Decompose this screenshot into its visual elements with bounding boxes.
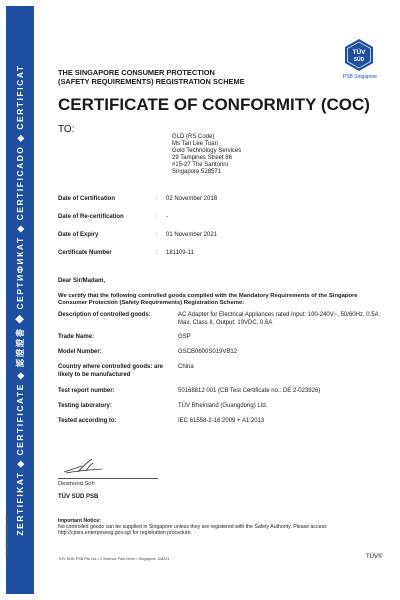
- footer-mark: TÜV®: [366, 554, 383, 560]
- certificate-dates: [58, 196, 217, 268]
- date-value: 181109-11: [166, 250, 194, 256]
- date-row: [58, 232, 217, 250]
- signatory-organisation: TÜV SÜD PSB: [58, 494, 99, 500]
- detail-label: Test report number:: [58, 388, 115, 394]
- date-label: Date of Re-certification: [58, 214, 124, 220]
- detail-value: TÜV Rheinland (Guangdong) Ltd.: [178, 403, 268, 409]
- detail-value: 50168812 001 (CB Test Certificate no.: DE 2-023926): [178, 388, 321, 394]
- detail-value: GSCB0600S019VB12: [178, 349, 238, 355]
- detail-value: GSP: [178, 334, 191, 340]
- detail-label: Testing laboratory:: [58, 403, 112, 409]
- detail-label: Model Number:: [58, 349, 102, 355]
- detail-label: Tested according to:: [58, 418, 117, 424]
- logo-caption: PSB Singapore: [342, 74, 378, 80]
- date-row: [58, 214, 217, 232]
- date-colon: :: [156, 250, 158, 256]
- detail-label: Country where controlled goods: are likely to be manufactured: [58, 364, 164, 378]
- detail-value: AC Adapter for Electrical Appliances rated Input: 100-240V~, 50/60Hz, 0.5A Max, Class II, Output: 19VDC, 0.6A: [178, 312, 379, 326]
- tuv-sud-logo-icon: [342, 38, 376, 72]
- address-line: Singapore 528571: [172, 169, 222, 175]
- date-colon: :: [156, 232, 158, 238]
- address-line: Ms Tan Lee Tuan: [172, 141, 218, 147]
- date-label: Certificate Number: [58, 250, 112, 256]
- footer-address: TÜV SÜD PSB Pte Ltd • 1 Science Park Drive • Singapore 118221: [58, 557, 170, 561]
- svg-text:SÜD: SÜD: [353, 57, 365, 63]
- salutation: Dear Sir/Madam,: [58, 278, 106, 284]
- recipient-address: [172, 134, 241, 176]
- certificate-side-band: [6, 6, 34, 594]
- signature-icon: [62, 457, 106, 477]
- date-value: -: [166, 214, 168, 220]
- address-line: #15-27 The Santorini: [172, 162, 228, 168]
- certificate-title: CERTIFICATE OF CONFORMITY (COC): [58, 95, 370, 114]
- detail-label: Description of controlled goods:: [58, 312, 151, 318]
- detail-value: IEC 61558-2-16:2009 + A1:2013: [178, 418, 265, 424]
- scheme-line-2: (SAFETY REQUIREMENTS) REGISTRATION SCHEME: [58, 77, 245, 86]
- address-line: 29 Tampines Street 86: [172, 155, 232, 161]
- date-row: [58, 196, 217, 214]
- address-line: GLD (RS Code): [172, 134, 215, 140]
- notice-text: No controlled goods can be supplied in Singapore unless they are registered with the Safety Authority. Please access http://cpsrs.enterprisesg.gov.sg/ for registration procedure.: [58, 524, 327, 536]
- date-label: Date of Certification: [58, 196, 116, 202]
- svg-text:TÜV: TÜV: [352, 49, 366, 56]
- date-colon: :: [156, 214, 158, 220]
- detail-label: Trade Name:: [58, 334, 95, 340]
- detail-value: China: [178, 364, 194, 370]
- side-band-text: ZERTIFIKAT ◆ CERTIFICATE ◆ 認證證書 ◆ СЕРТИФИКАТ ◆ CERTIFICADO ◆ CERTIFICAT: [15, 64, 25, 536]
- date-colon: :: [156, 196, 158, 202]
- date-value: 02 November 2018: [166, 196, 218, 202]
- address-line: Gold Technology Services: [172, 148, 242, 154]
- date-label: Date of Expiry: [58, 232, 99, 238]
- intro-statement: We certify that the following controlled goods complied with the Mandatory Requirements of the Singapore Consumer Protection (Safety Requirements) Registration Scheme:: [58, 293, 358, 306]
- signature-line: [58, 478, 158, 479]
- to-label: TO:: [58, 124, 75, 135]
- date-row: [58, 250, 217, 268]
- scheme-name: [58, 68, 245, 86]
- scheme-line-1: THE SINGAPORE CONSUMER PROTECTION: [58, 68, 215, 77]
- date-value: 01 November 2021: [166, 232, 218, 238]
- signatory-name: Desmond Soh: [58, 481, 95, 487]
- form-code: TÜV SÜD PSB 03/14 EN: [5, 514, 9, 557]
- notice-heading: Important Notice:: [58, 518, 101, 524]
- important-notice: [58, 518, 378, 536]
